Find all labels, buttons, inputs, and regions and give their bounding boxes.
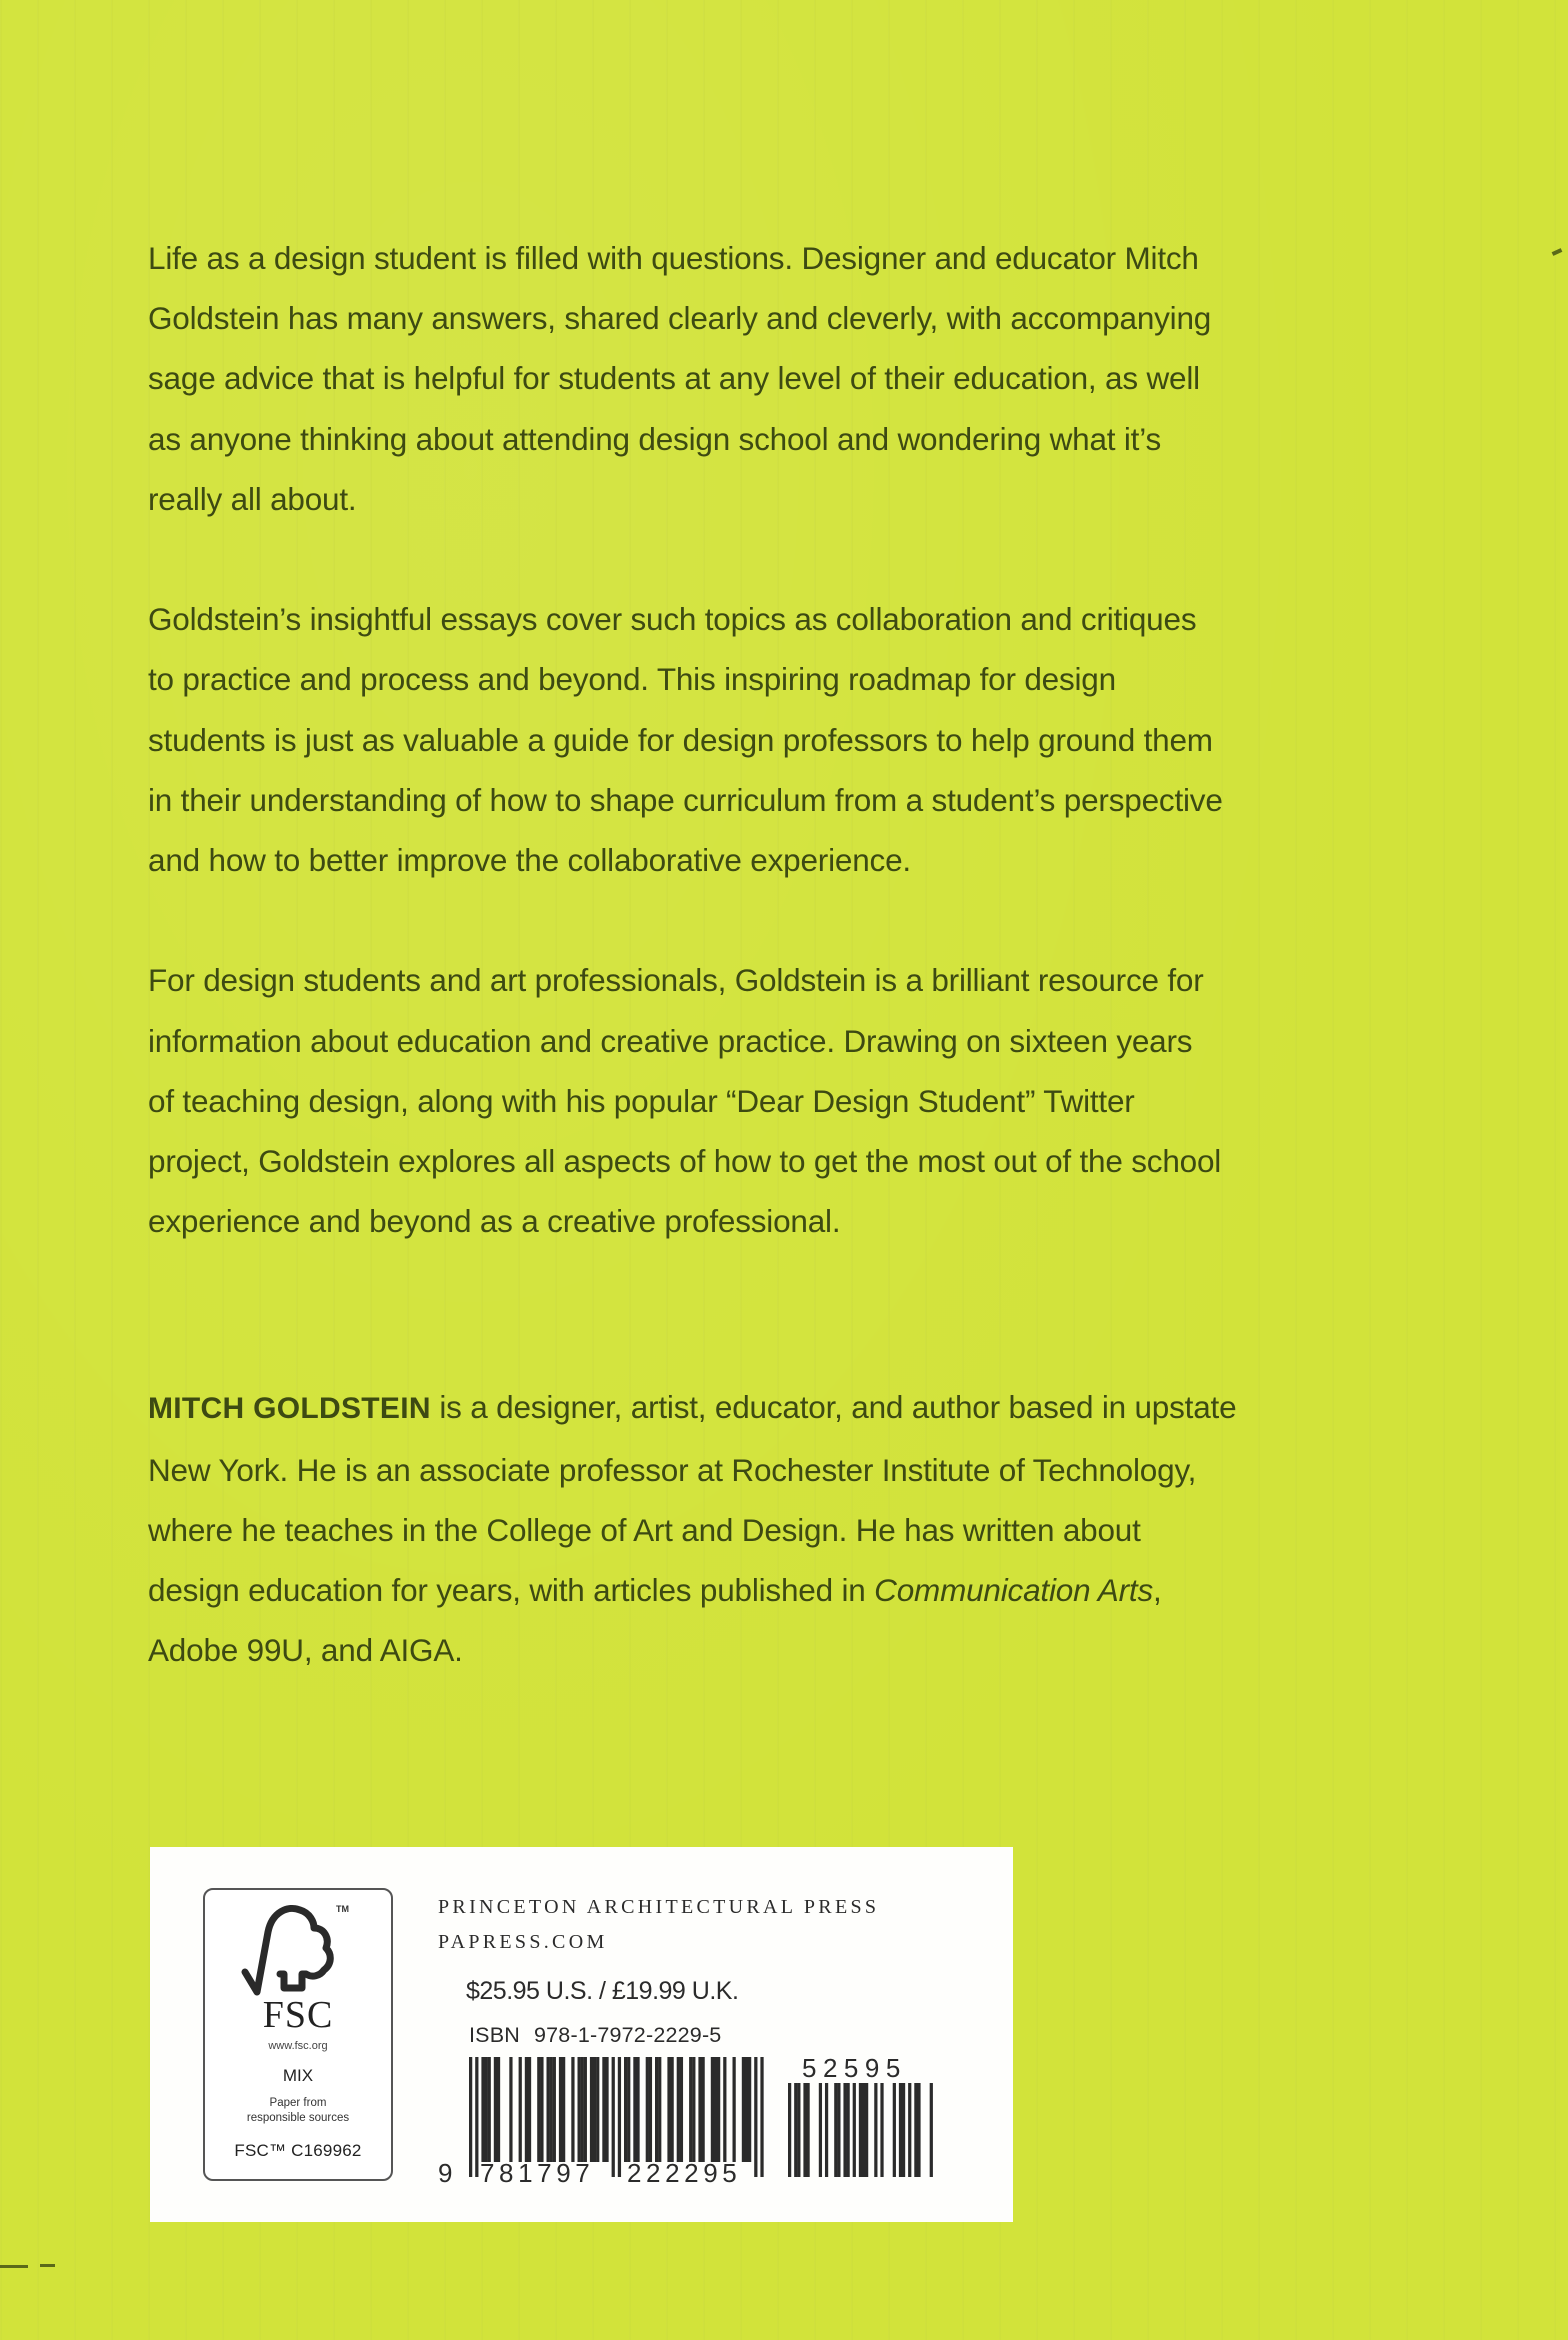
barcode-bar: [494, 2057, 497, 2162]
text-line: to practice and process and beyond. This inspiring roadmap for design: [148, 661, 1116, 698]
barcode-bar: [571, 2057, 574, 2162]
bio-text: is a designer, artist, educator, and author based in upstate: [430, 1389, 1237, 1426]
barcode-bar: [899, 2083, 902, 2177]
barcode-bar: [908, 2083, 911, 2177]
barcode-bar: [559, 2057, 562, 2162]
fsc-brand: FSC: [262, 1994, 334, 2036]
barcode-bar: [914, 2083, 917, 2177]
fsc-type: MIX: [282, 2066, 314, 2085]
barcode-bar: [649, 2057, 652, 2162]
barcode-bar: [612, 2057, 615, 2177]
fsc-description: [205, 2096, 391, 2126]
barcode-bar: [880, 2083, 883, 2177]
barcode-bar: [590, 2057, 593, 2162]
publisher-name: PRINCETON ARCHITECTURAL PRESS: [438, 1896, 880, 1918]
fsc-url: www.fsc.org: [268, 2040, 328, 2052]
barcode-bar: [497, 2057, 500, 2162]
barcode-label: [150, 1847, 1013, 2222]
fsc-certification-badge: [203, 1888, 393, 2181]
barcode-bar: [692, 2057, 695, 2162]
scuff-mark: [40, 2264, 55, 2267]
barcode-bar: [519, 2057, 522, 2162]
text-line: New York. He is an associate professor at Rochester Institute of Technology,: [148, 1451, 1197, 1488]
author-bio: [148, 1377, 1448, 1680]
barcode-bar: [754, 2057, 757, 2177]
scuff-mark: [0, 2265, 28, 2268]
bio-text: ,: [1153, 1572, 1162, 1609]
barcode-bar: [806, 2083, 809, 2177]
barcode-bar: [602, 2057, 605, 2162]
barcode-bar: [825, 2083, 828, 2177]
text-line: really all about.: [148, 480, 357, 517]
barcode-bar: [797, 2083, 800, 2177]
barcode-bar: [578, 2057, 581, 2162]
barcode-bar: [655, 2057, 658, 2162]
fsc-description-line: Paper from: [269, 2097, 327, 2109]
barcode-bar: [593, 2057, 596, 2162]
description-paragraph-1: [148, 228, 1448, 529]
barcode-bar: [677, 2057, 680, 2162]
scuff-mark: [1552, 248, 1563, 256]
barcode-bar: [902, 2083, 905, 2177]
text-line: [148, 1377, 1448, 1439]
text-line: Adobe 99U, and AIGA.: [148, 1632, 463, 1669]
barcode-digits-left: 781797: [480, 2158, 595, 2188]
barcode-bar: [893, 2083, 896, 2177]
barcode-bar: [481, 2057, 484, 2162]
barcode-bar: [581, 2057, 584, 2162]
text-line: of teaching design, along with his popular “Dear Design Student” Twitter: [148, 1082, 1135, 1119]
barcode-bar: [717, 2057, 720, 2162]
price: $25.95 U.S. / £19.99 U.K.: [466, 1977, 739, 2005]
publisher-website: PAPRESS.COM: [438, 1931, 608, 1953]
text-line: students is just as valuable a guide for design professors to help ground them: [148, 721, 1213, 758]
barcode-bar: [930, 2083, 933, 2177]
author-name: MITCH GOLDSTEIN: [148, 1392, 431, 1426]
text-line: where he teaches in the College of Art and Design. He has written about: [148, 1511, 1141, 1548]
barcode-bar: [667, 2057, 670, 2162]
text-line: Life as a design student is filled with questions. Designer and educator Mitch: [148, 240, 1199, 276]
text-line: as anyone thinking about attending design school and wondering what it’s: [148, 420, 1161, 457]
barcode-bar: [537, 2057, 540, 2162]
barcode-bar: [745, 2057, 748, 2162]
isbn: [469, 2023, 721, 2048]
barcode-bar: [525, 2057, 528, 2162]
description-paragraph-3: [148, 950, 1448, 1251]
barcode-bar: [596, 2057, 599, 2162]
barcode-bar: [646, 2057, 649, 2162]
bio-text: design education for years, with articles published in: [148, 1572, 875, 1609]
barcode-bar: [584, 2057, 587, 2162]
back-cover-copy: [148, 228, 1448, 1680]
barcode-bar: [862, 2083, 865, 2177]
barcode-bar: [540, 2057, 543, 2162]
barcode-bar: [636, 2057, 639, 2162]
barcode-bar: [733, 2057, 736, 2162]
barcode-bar: [874, 2083, 877, 2177]
barcode-bar: [748, 2057, 751, 2162]
barcode-bar: [711, 2057, 714, 2162]
barcode-bar: [723, 2057, 726, 2162]
barcode-bar: [714, 2057, 717, 2162]
barcode-bar: [488, 2057, 491, 2162]
trademark-mark: TM: [336, 1904, 349, 1914]
barcode-bar: [853, 2083, 856, 2177]
text-line: experience and beyond as a creative professional.: [148, 1203, 841, 1240]
isbn-number: 978-1-7972-2229-5: [533, 2023, 722, 2047]
barcode-bar: [469, 2057, 472, 2177]
barcode-bar: [917, 2083, 920, 2177]
fsc-description-line: responsible sources: [246, 2112, 350, 2124]
publisher-info: [438, 1890, 879, 1960]
barcode-bar: [562, 2057, 565, 2162]
fsc-tree-checkmark-icon: [240, 1902, 360, 1997]
barcode-bar: [843, 2083, 846, 2177]
barcode-bar: [618, 2057, 621, 2177]
text-line: Goldstein has many answers, shared clearly and cleverly, with accompanying: [148, 300, 1212, 337]
publication-title: Communication Arts: [874, 1572, 1153, 1609]
barcode-bar: [624, 2057, 627, 2162]
isbn-label: ISBN: [469, 2023, 520, 2047]
barcode-bar: [819, 2083, 822, 2177]
text-line: and how to better improve the collaborative experience.: [148, 842, 911, 879]
barcode-bar: [834, 2083, 837, 2177]
text-line: For design students and art professionals, Goldstein is a brilliant resource for: [148, 962, 1204, 999]
barcode-digit-first: 9: [438, 2158, 453, 2188]
text-line: [148, 1560, 1448, 1620]
barcode-bar: [702, 2057, 705, 2162]
barcode-bar: [550, 2057, 553, 2162]
barcode-bar: [865, 2083, 868, 2177]
barcode-bar: [689, 2057, 692, 2162]
barcode-bar: [547, 2057, 550, 2162]
barcode-bar: [847, 2083, 850, 2177]
barcode-bar: [509, 2057, 512, 2162]
barcode-digits-right: 222295: [627, 2158, 742, 2188]
barcode-bar: [658, 2057, 661, 2162]
fsc-license-code: FSC™ C169962: [234, 2141, 362, 2160]
text-line: project, Goldstein explores all aspects of how to get the most out of the school: [148, 1143, 1222, 1180]
barcode-bar: [605, 2057, 608, 2162]
ean5-addon-barcode: [788, 2083, 936, 2177]
barcode-bar: [859, 2083, 862, 2177]
barcode-bar: [553, 2057, 556, 2162]
barcode-bar: [803, 2083, 806, 2177]
barcode-bar: [837, 2083, 840, 2177]
barcode-bar: [627, 2057, 630, 2162]
barcode-bar: [760, 2057, 763, 2177]
text-line: sage advice that is helpful for students at any level of their education, as well: [148, 360, 1200, 397]
addon-barcode-digits: 52595: [802, 2053, 907, 2083]
text-line: Goldstein’s insightful essays cover such topics as collaboration and critiques: [148, 601, 1197, 638]
text-line: in their understanding of how to shape curriculum from a student’s perspective: [148, 781, 1223, 818]
text-line: information about education and creative practice. Drawing on sixteen years: [148, 1022, 1193, 1059]
barcode-bar: [633, 2057, 636, 2162]
barcode-bar: [475, 2057, 478, 2177]
barcode-bar: [698, 2057, 701, 2162]
barcode-bar: [788, 2083, 791, 2177]
barcode-bar: [528, 2057, 531, 2162]
barcode-bar: [794, 2083, 797, 2177]
barcode-bar: [485, 2057, 488, 2162]
description-paragraph-2: [148, 589, 1448, 890]
barcode-bar: [671, 2057, 674, 2162]
barcode-bar: [680, 2057, 683, 2162]
barcode-bar: [742, 2057, 745, 2162]
